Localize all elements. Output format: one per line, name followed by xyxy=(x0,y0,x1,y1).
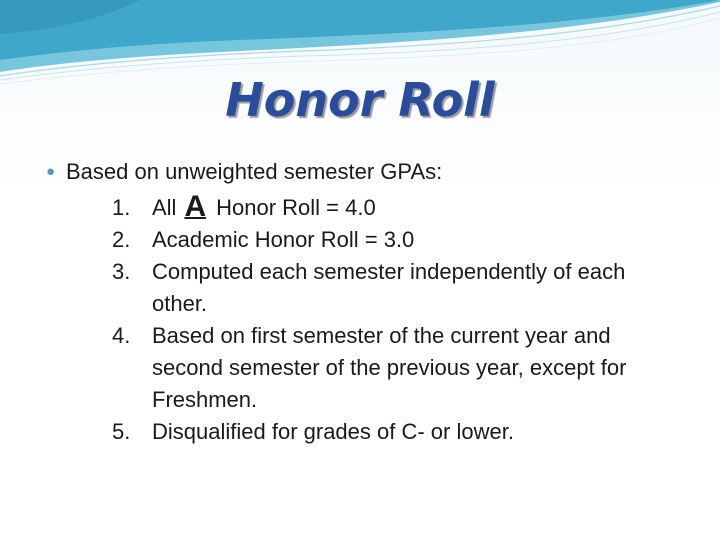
list-number: 4. xyxy=(112,323,131,348)
list-number: 3. xyxy=(112,259,131,284)
list-item-text: Computed each semester independently of each other. xyxy=(152,259,626,316)
filled-circle-icon: ● xyxy=(46,163,56,180)
bullet-text: Based on unweighted semester GPAs: xyxy=(66,159,443,184)
bullet-item xyxy=(46,156,686,188)
list-item-suffix: Honor Roll = 4.0 xyxy=(216,195,376,220)
numbered-list xyxy=(46,192,686,448)
list-item-text: Disqualified for grades of C- or lower. xyxy=(152,419,514,444)
list-item-text: Based on first semester of the current year and second semester of the previous year, except for Freshmen. xyxy=(152,323,627,412)
list-number: 2. xyxy=(112,227,131,252)
list-item xyxy=(46,320,686,416)
list-item xyxy=(46,192,686,224)
list-item-text: Academic Honor Roll = 3.0 xyxy=(152,227,415,252)
grade-a-badge: A xyxy=(184,190,207,223)
list-item xyxy=(46,256,686,320)
list-number: 1. xyxy=(112,195,131,220)
list-number: 5. xyxy=(112,419,131,444)
list-item xyxy=(46,416,686,448)
list-item-prefix: All xyxy=(152,195,177,220)
slide-body xyxy=(46,156,686,448)
list-item xyxy=(46,224,686,256)
slide-title: Honor Roll xyxy=(225,73,495,127)
